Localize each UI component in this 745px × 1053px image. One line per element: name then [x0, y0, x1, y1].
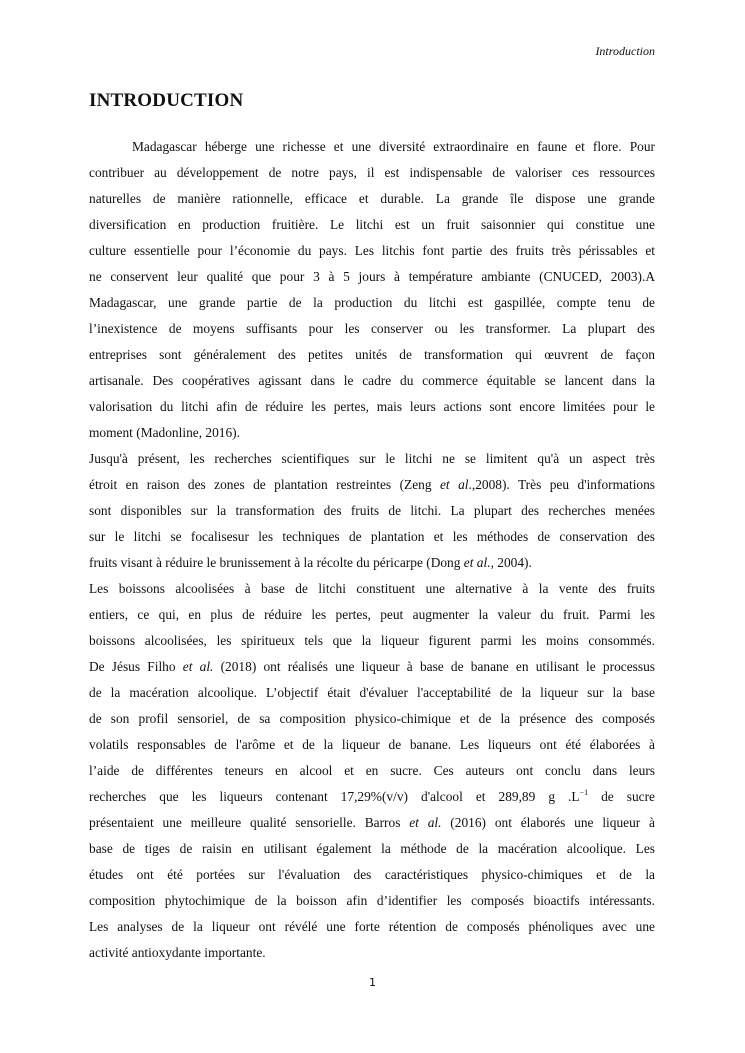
text-line: de son profil sensoriel, de sa composition physico-chimique et de la présence des composés: [89, 711, 655, 726]
italic-citation: et al.,: [463, 555, 494, 570]
text-run: De Jésus Filho: [89, 659, 183, 674]
text-line: [89, 472, 655, 498]
text-line: [89, 810, 655, 836]
text-line: diversification en production fruitière. Le litchi est un fruit saisonnier qui constitue une: [89, 217, 655, 232]
paragraph: [89, 446, 655, 576]
text-run: 2004).: [493, 555, 532, 570]
text-run: .,2008). Très peu d'informations: [468, 477, 656, 492]
text-line: sont disponibles sur la transformation des fruits de litchi. La plupart des recherches menées: [89, 503, 655, 518]
paragraph: [89, 134, 655, 446]
text-line: naturelles de manière rationnelle, efficace et durable. La grande île dispose une grande: [89, 191, 655, 206]
paragraph: [89, 576, 655, 966]
text-line: sur le litchi se focalisesur les techniques de plantation et les méthodes de conservation des: [89, 529, 655, 544]
text-line: valorisation du litchi afin de réduire les pertes, mais leurs actions sont encore limitées pour le: [89, 399, 655, 414]
section-heading: INTRODUCTION: [89, 90, 244, 111]
text-line: culture essentielle pour l’économie du pays. Les litchis font partie des fruits très périssables et: [89, 243, 655, 258]
text-line: artisanale. Des coopératives agissant dans le cadre du commerce équitable se lancent dans la: [89, 373, 655, 388]
text-run: présentaient une meilleure qualité sensorielle. Barros: [89, 815, 410, 830]
text-line: [89, 784, 655, 810]
text-line: études ont été portées sur l'évaluation des caractéristiques physico-chimiques et de la: [89, 867, 655, 882]
text-line: de la macération alcoolique. L’objectif était d'évaluer l'acceptabilité de la liqueur sur la base: [89, 685, 655, 700]
body-text: [89, 134, 655, 966]
text-line: boissons alcoolisées, les spiritueux tels que la liqueur figurent parmi les moins consommés.: [89, 633, 655, 648]
text-line: Les boissons alcoolisées à base de litchi constituent une alternative à la vente des fruits: [89, 581, 655, 596]
text-line: Madagascar, une grande partie de la production du litchi est gaspillée, compte tenu de: [89, 295, 655, 310]
text-line: moment (Madonline, 2016).: [89, 425, 240, 440]
text-line: entiers, ce qui, en plus de réduire les pertes, peut augmenter la valeur du fruit. Parmi les: [89, 607, 655, 622]
text-run: étroit en raison des zones de plantation restreintes (Zeng: [89, 477, 440, 492]
running-header: Introduction: [595, 44, 655, 58]
text-line: base de tiges de raisin en utilisant également la méthode de la macération alcoolique. Les: [89, 841, 655, 856]
text-line: volatils responsables de l'arôme et de la liqueur de banane. Les liqueurs ont été élaborées à: [89, 737, 655, 752]
superscript: −1: [579, 788, 589, 797]
text-line: l’inexistence de moyens suffisants pour les conserver ou les transformer. La plupart des: [89, 321, 655, 336]
text-line: [89, 550, 655, 576]
page-number: 1: [369, 976, 376, 989]
text-run: (2018) ont réalisés une liqueur à base de banane en utilisant le processus: [213, 659, 655, 674]
text-line: [89, 654, 655, 680]
text-line: contribuer au développement de notre pays, il est indispensable de valoriser ces ressources: [89, 165, 655, 180]
text-run: recherches que les liqueurs contenant 17,29%(v/v) d'alcool et 289,89 g .L: [89, 789, 580, 804]
text-run: fruits visant à réduire le brunissement à la récolte du péricarpe (Dong: [89, 555, 464, 570]
italic-citation: et al: [439, 477, 469, 492]
text-line: ne conservent leur qualité que pour 3 à 5 jours à température ambiante (CNUCED, 2003).A: [89, 269, 655, 284]
text-line: entreprises sont généralement des petites unités de transformation qui œuvrent de façon: [89, 347, 655, 362]
text-line: Jusqu'à présent, les recherches scientifiques sur le litchi ne se limitent qu'à un aspect très: [89, 451, 655, 466]
text-line: Les analyses de la liqueur ont révélé une forte rétention de composés phénoliques avec une: [89, 919, 655, 934]
italic-citation: et al.: [409, 815, 442, 830]
italic-citation: et al.: [182, 659, 214, 674]
text-line: composition phytochimique de la boisson afin d’identifier les composés bioactifs intéressants.: [89, 893, 655, 908]
text-run: de sucre: [588, 789, 656, 804]
text-run: (2016) ont élaborés une liqueur à: [441, 815, 656, 830]
text-line: Madagascar héberge une richesse et une diversité extraordinaire en faune et flore. Pour: [132, 139, 655, 154]
text-line: activité antioxydante importante.: [89, 945, 266, 960]
text-line: l’aide de différentes teneurs en alcool et en sucre. Ces auteurs ont conclu dans leurs: [89, 763, 655, 778]
